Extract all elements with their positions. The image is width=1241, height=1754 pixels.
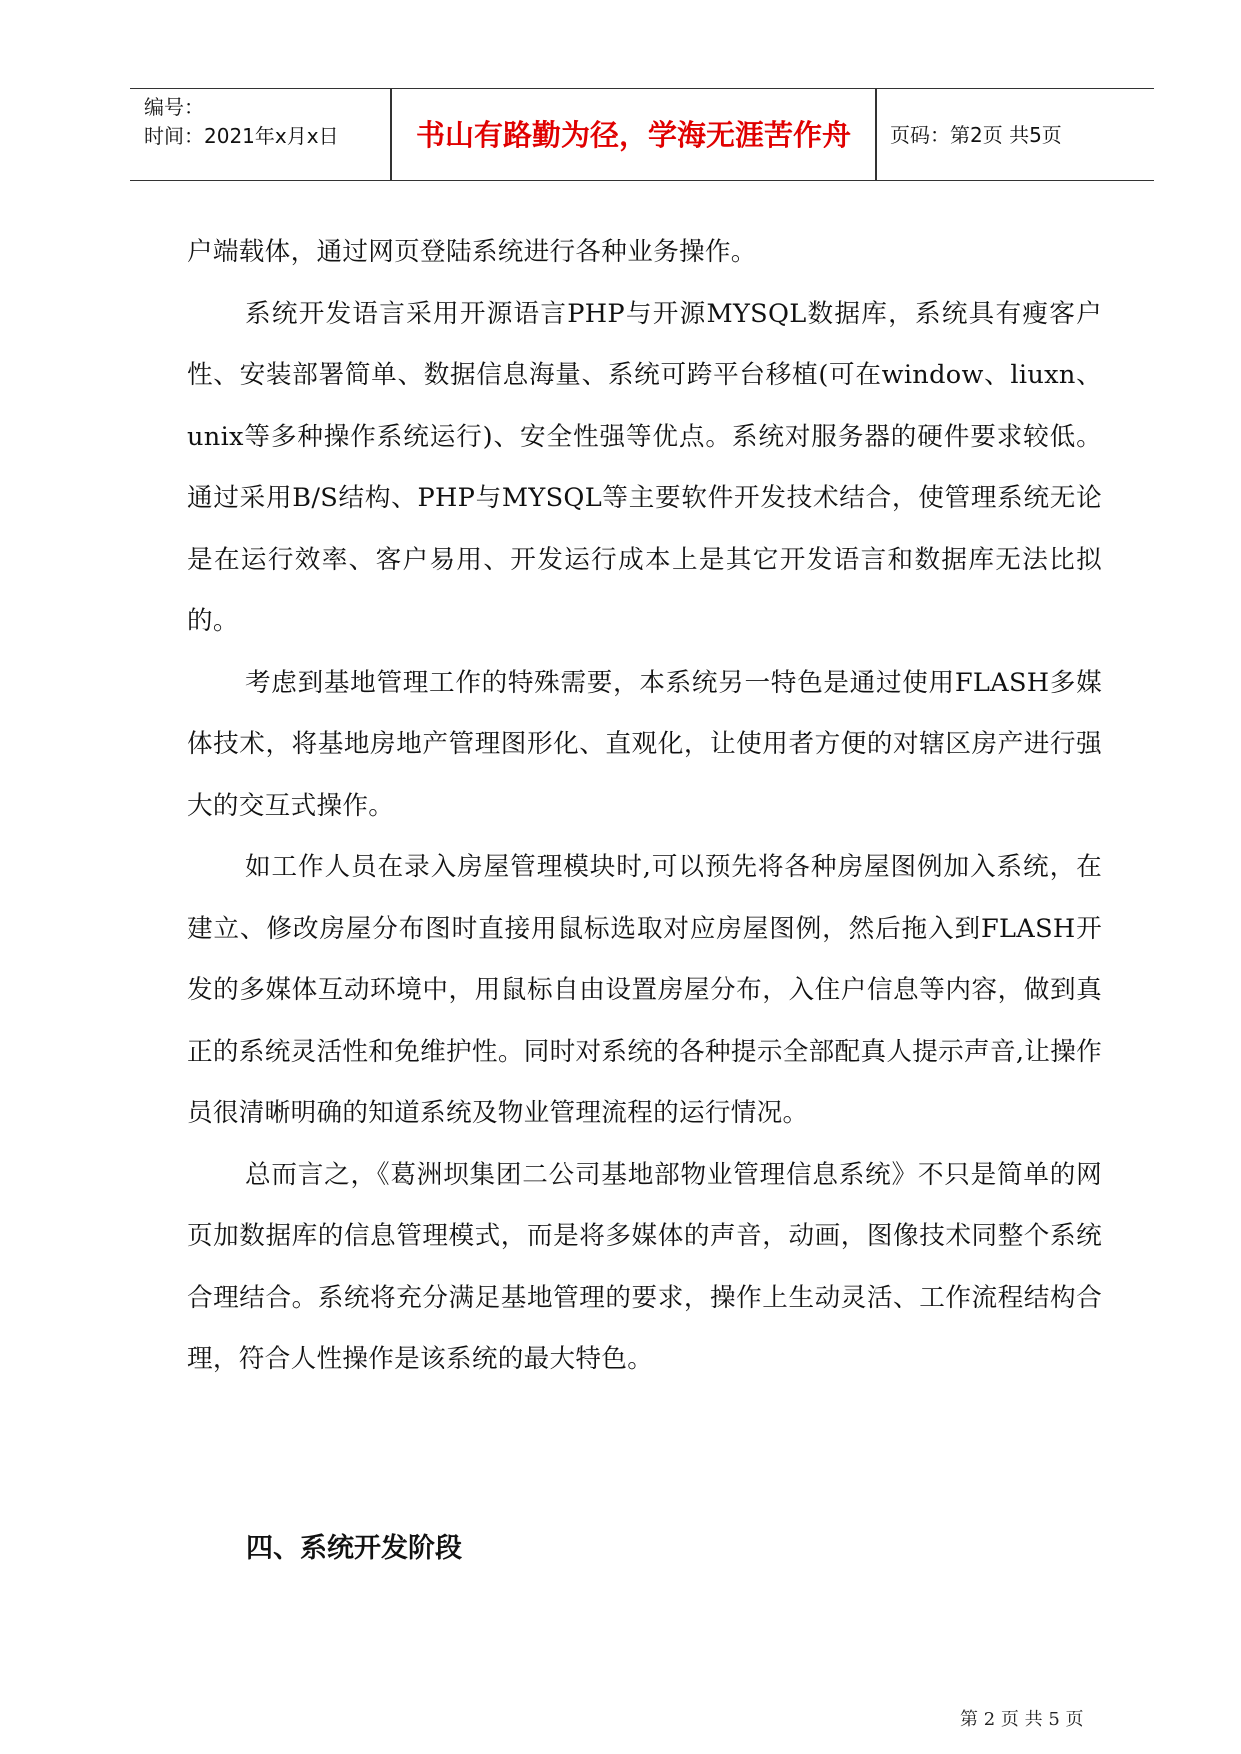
document-body: [187, 222, 1102, 1391]
paragraph: 考虑到基地管理工作的特殊需要，本系统另一特色是通过使用FLASH多媒体技术，将基地房地产管理图形化、直观化，让使用者方便的对辖区房产进行强大的交互式操作。: [187, 667, 1102, 821]
header-time: 时间：2021年x月x日: [144, 124, 339, 148]
paragraph: 系统开发语言采用开源语言PHP与开源MYSQL数据库，系统具有瘦客户性、安装部署简单、数据信息海量、系统可跨平台移植(可在window、liuxn、unix等多种操作系统运行)、安全性强等优点。系统对服务器的硬件要求较低。通过采用B/S结构、PHP与MYSQL等主要软件开发技术结合，使管理系统无论是在运行效率、客户易用、开发运行成本上是其它开发语言和数据库无法比拟的。: [187, 298, 1102, 636]
header-divider: [875, 89, 877, 180]
header-motto: 书山有路勤为径，学海无涯苦作舟: [415, 118, 851, 152]
header-meta: [144, 93, 339, 151]
page-footer: 第 2 页 共 5 页: [960, 1709, 1084, 1730]
paragraph: 户端载体，通过网页登陆系统进行各种业务操作。: [187, 237, 757, 267]
header-page-number: 页码：第2页 共5页: [890, 123, 1062, 147]
header-number: 编号：: [144, 95, 204, 119]
section-heading: 四、系统开发阶段: [246, 1533, 462, 1564]
page-header: [130, 88, 1154, 181]
paragraph: 如工作人员在录入房屋管理模块时,可以预先将各种房屋图例加入系统，在建立、修改房屋分布图时直接用鼠标选取对应房屋图例，然后拖入到FLASH开发的多媒体互动环境中，用鼠标自由设置房屋分布，入住户信息等内容，做到真正的系统灵活性和免维护性。同时对系统的各种提示全部配真人提示声音,让操作员很清晰明确的知道系统及物业管理流程的运行情况。: [187, 852, 1102, 1128]
paragraph: 总而言之，《葛洲坝集团二公司基地部物业管理信息系统》不只是简单的网页加数据库的信息管理模式，而是将多媒体的声音，动画，图像技术同整个系统合理结合。系统将充分满足基地管理的要求，操作上生动灵活、工作流程结构合理，符合人性操作是该系统的最大特色。: [187, 1159, 1102, 1374]
